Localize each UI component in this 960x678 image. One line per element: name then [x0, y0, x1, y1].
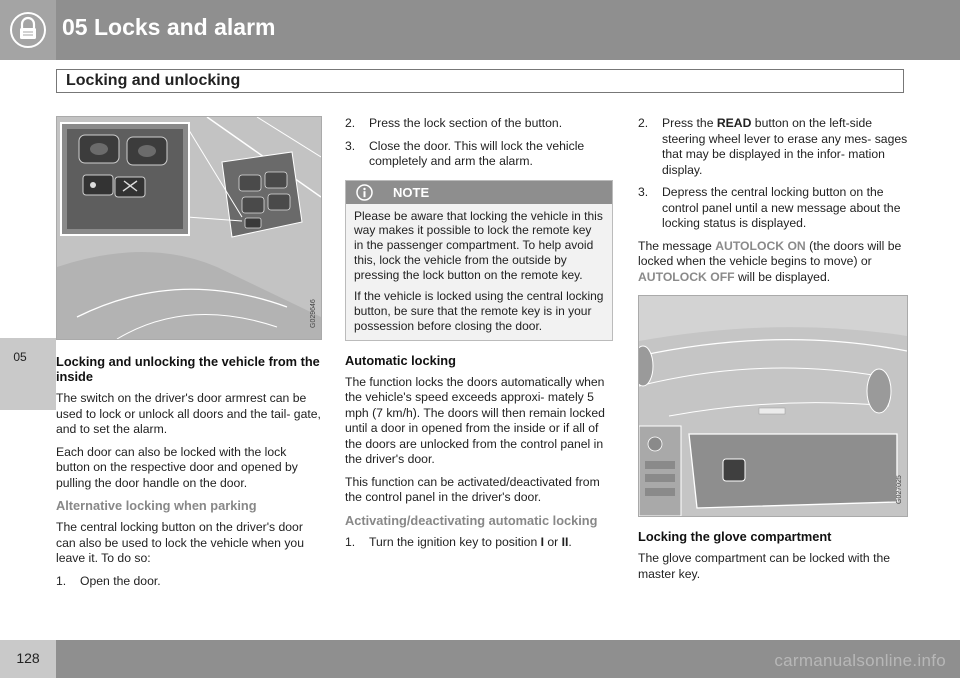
step-text — [369, 535, 572, 551]
step-number: 2. — [345, 116, 356, 130]
read-button-label: READ — [716, 116, 752, 130]
watermark: carmanualsonline.info — [774, 651, 946, 670]
subheading: Activating/deactivating automatic locking — [345, 512, 598, 528]
page-number: 128 — [16, 650, 40, 666]
note-header — [346, 181, 612, 204]
message-text: (the doors will be locked when the vehicle begins to move) or — [638, 238, 902, 268]
paragraph: The switch on the driver's door armrest can be used to lock or unlock all doors and the tail- gate, and to set the alarm. — [56, 391, 321, 436]
step-item — [345, 116, 613, 132]
column-3 — [638, 116, 908, 589]
step-text-part: Turn the ignition key to position — [369, 534, 541, 549]
chapter-icon-box — [0, 0, 56, 60]
step-item — [638, 185, 908, 232]
note-paragraph: If the vehicle is locked using the central locking button, be sure that the remote key is in your possession before closing the door. — [354, 289, 604, 334]
paragraph: The function locks the doors automatically when the vehicle's speed exceeds approxi- mately 5 mph (7 km/h). The doors will then remain locked until a door in opened from the inside or if all of the doors are unlocked from the control panel in the driver's door. — [345, 374, 605, 467]
glove-compartment-illustration — [638, 295, 908, 517]
page-number-box — [0, 640, 56, 678]
note-body — [346, 204, 612, 340]
section-heading: Automatic locking — [345, 352, 456, 368]
step-number: 2. — [638, 116, 649, 130]
info-icon — [356, 184, 373, 201]
step-text: Depress the central locking button on the control panel until a new message about the locking status is displayed. — [662, 185, 901, 230]
message-text: The message — [638, 238, 716, 253]
chapter-title: 05 Locks and alarm — [62, 14, 276, 40]
ignition-position-i: I — [540, 534, 545, 549]
chapter-header — [0, 0, 960, 60]
step-text: Press the lock section of the button. — [369, 116, 563, 130]
subheading: Alternative locking when parking — [56, 498, 257, 513]
chapter-side-tab — [0, 338, 56, 410]
dashboard-drawing — [639, 296, 907, 516]
door-armrest-drawing — [57, 117, 321, 339]
step-text-part: button on the left-side steering wheel lever to erase any mes- sages that may be displayed in the infor- mation display. — [662, 116, 908, 177]
step-text-part: or — [544, 534, 562, 549]
step-item — [56, 574, 322, 590]
step-item — [345, 139, 613, 170]
note-box — [345, 180, 613, 341]
paragraph: The central locking button on the driver's door can also be used to lock the vehicle when you leave it. To do so: — [56, 520, 304, 565]
door-switch-illustration — [56, 116, 322, 340]
note-paragraph: Please be aware that locking the vehicle in this way makes it possible to lock the remote key in the passenger compartment. To help avoid this, lock the vehicle from the outside by pressing the lock button on the remote key. — [354, 208, 603, 282]
column-2 — [345, 116, 613, 557]
section-title: Locking and unlocking — [66, 72, 241, 89]
message-text: will be displayed. — [734, 269, 831, 284]
step-text: Open the door. — [80, 573, 161, 588]
column-1 — [56, 116, 322, 596]
step-number: 3. — [638, 185, 649, 199]
paragraph: This function can be activated/deactivated from the control panel in the driver's door. — [345, 474, 600, 505]
autolock-off-text: AUTOLOCK OFF — [638, 269, 735, 284]
lock-icon — [9, 11, 47, 49]
paragraph: The glove compartment can be locked with the master key. — [638, 551, 891, 581]
step-text — [662, 116, 908, 178]
ignition-position-ii: II — [561, 534, 569, 549]
step-text-part: . — [568, 534, 572, 549]
autolock-on-text: AUTOLOCK ON — [715, 238, 806, 253]
section-heading: Locking and unlocking the vehicle from the inside — [56, 354, 320, 384]
step-number: 1. — [345, 534, 356, 549]
side-tab-label: 05 — [13, 350, 27, 364]
step-number: 1. — [56, 573, 67, 588]
page-footer — [0, 640, 960, 678]
step-item — [638, 116, 908, 178]
step-text: Close the door. This will lock the vehicle completely and arm the alarm. — [369, 138, 585, 168]
section-heading: Locking the glove compartment — [638, 529, 832, 544]
figure-id: G027025 — [896, 475, 903, 504]
paragraph: Each door can also be locked with the lock button on the respective door and opened by pulling the door handle on the door. — [56, 444, 298, 490]
section-bar — [56, 69, 904, 93]
autolock-message-paragraph — [638, 239, 908, 286]
note-label: NOTE — [393, 184, 430, 200]
figure-id: G029646 — [310, 299, 317, 328]
step-item — [345, 535, 613, 551]
step-number: 3. — [345, 138, 356, 153]
step-text-part: Press the — [662, 116, 717, 130]
